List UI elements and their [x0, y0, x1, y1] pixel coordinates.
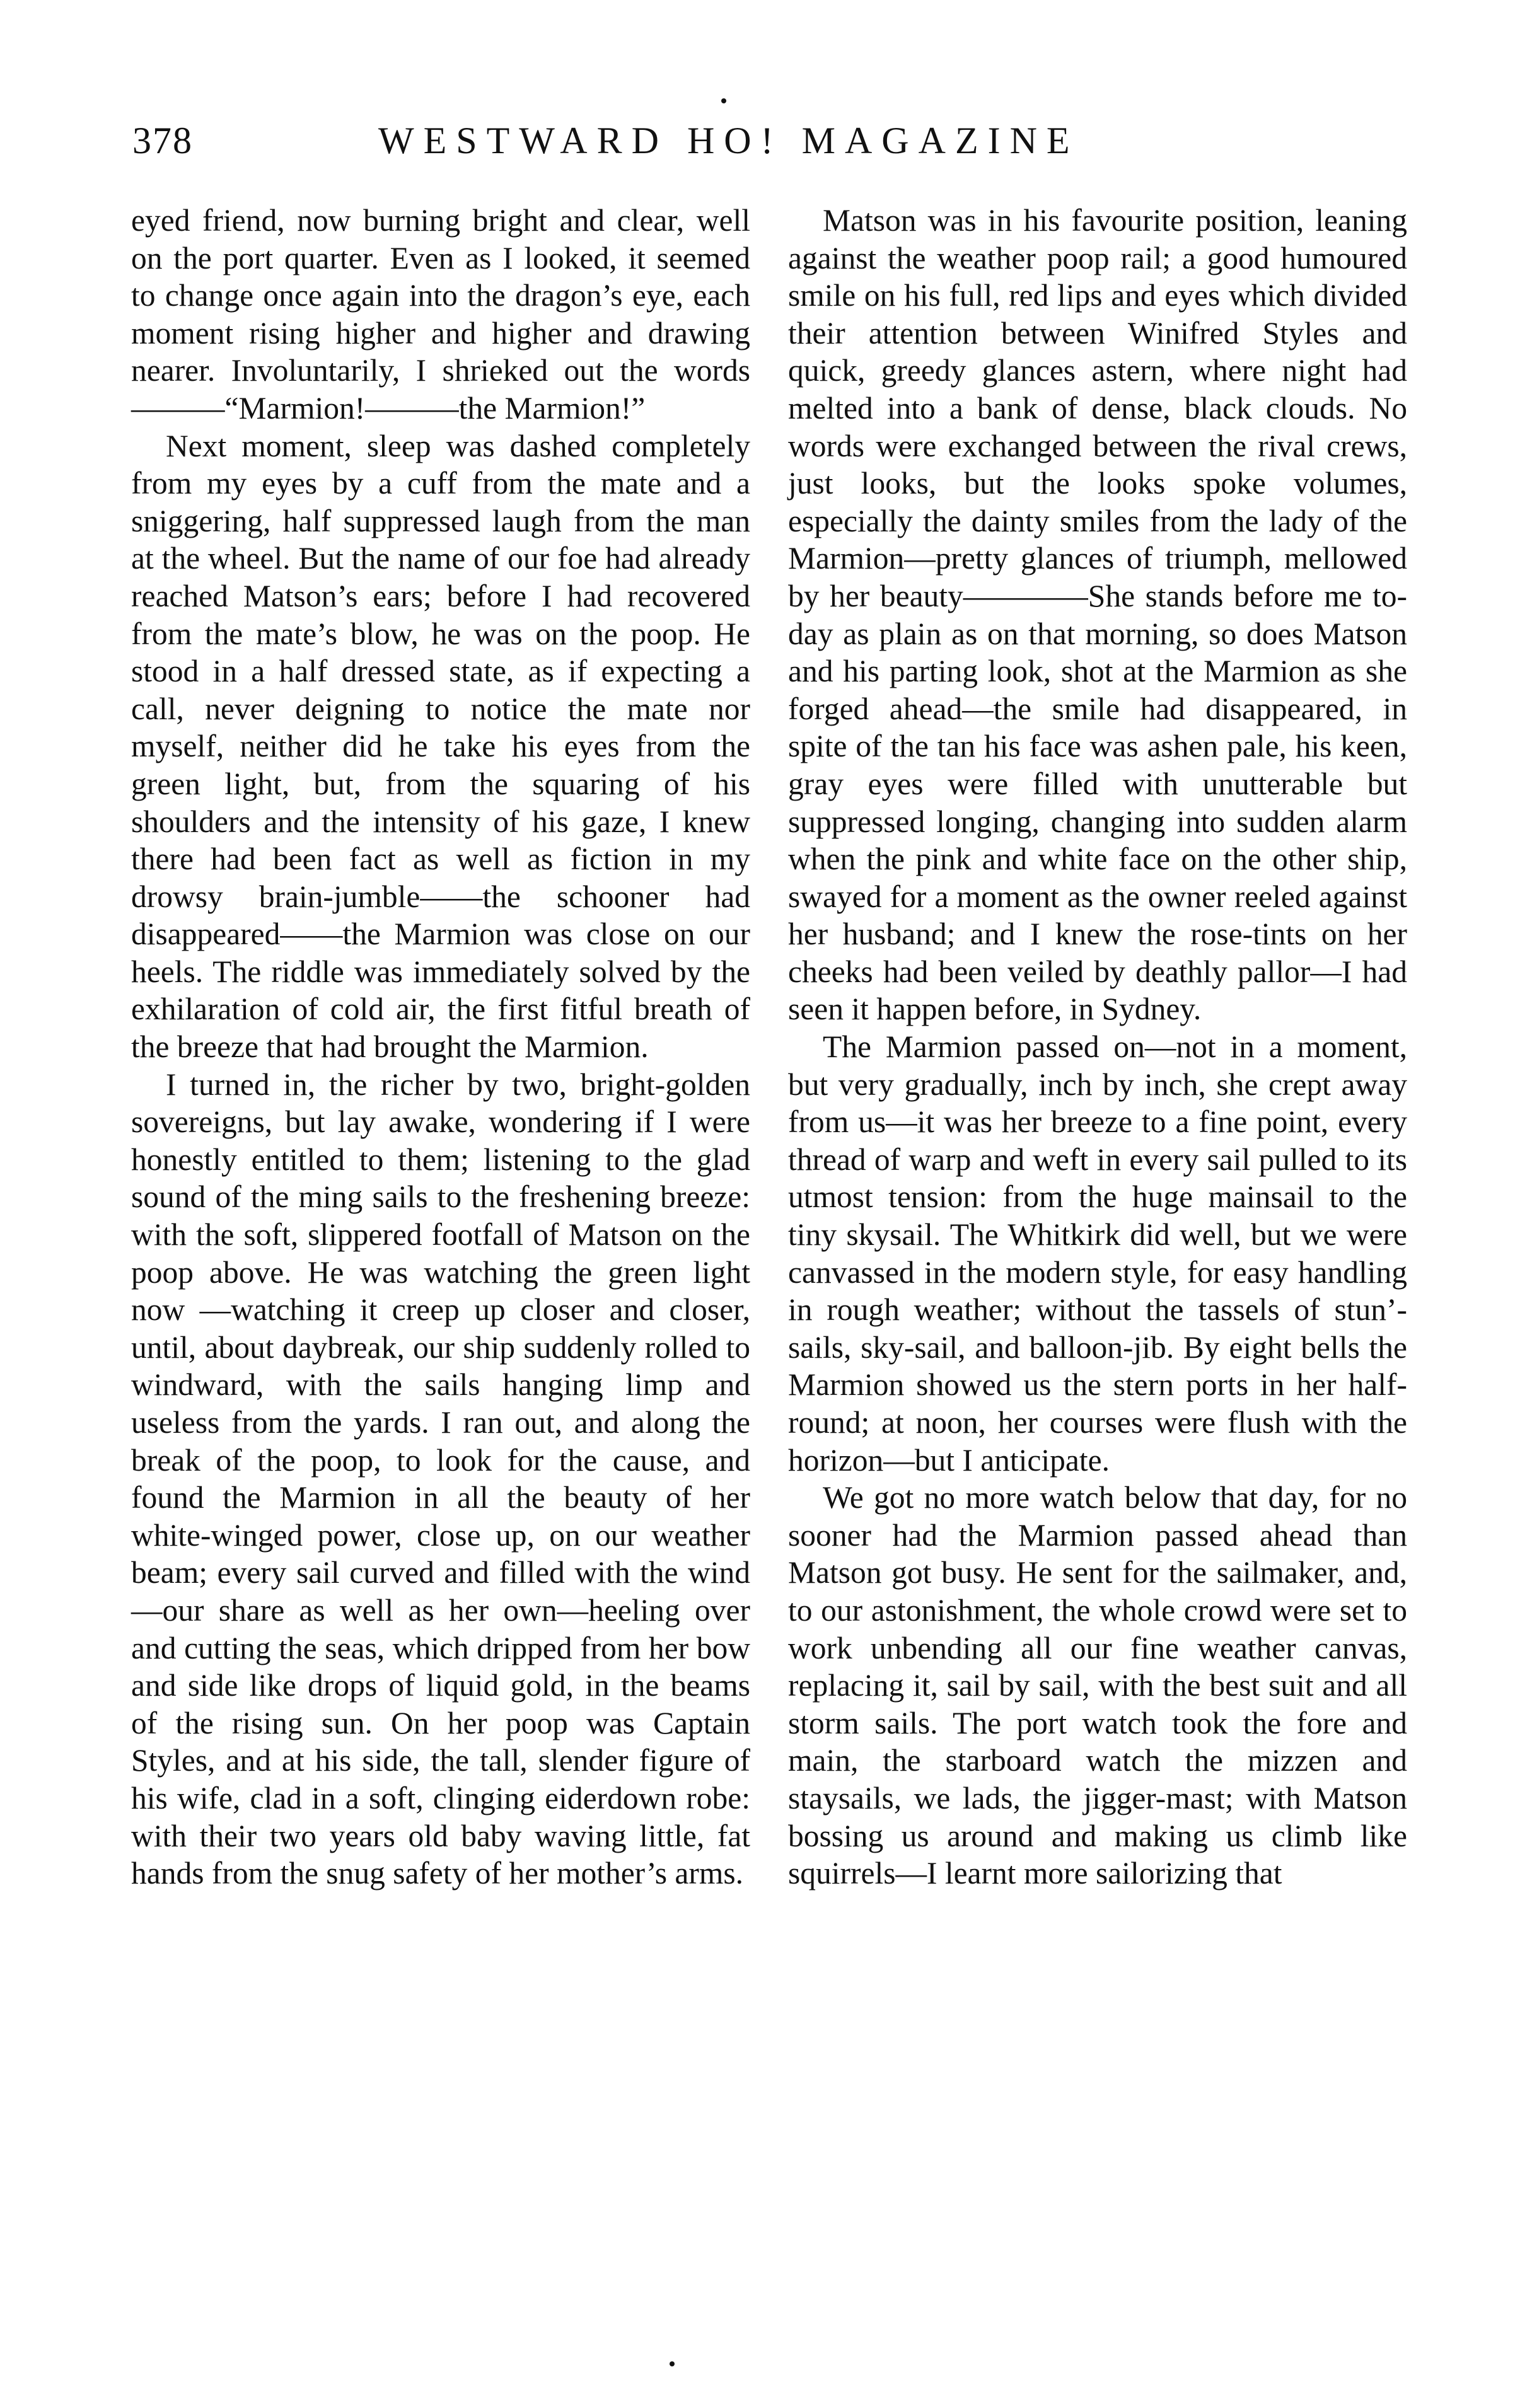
right-paragraph-2: The Marmion passed on—not in a moment, but very gradually, inch by inch, she crept away from us—it was her breeze to a fine point, every thread of warp and weft in every sail pulled to its utmost tension: from the huge mainsail to the tiny skysail. The Whitkirk did well, but we were canvassed in the modern style, for easy handling in rough weather; without the tassels of stun’-sails, sky-sail, and balloon-jib. By eight bells the Marmion showed us the stern ports in her half-round; at noon, her courses were flush with the horizon—but I anticipate. [788, 1029, 1407, 1478]
running-title: WESTWARD HO! MAGAZINE [378, 120, 1079, 161]
top-ornament-dot [721, 98, 726, 103]
left-paragraph-1: eyed friend, now burning bright and clear, well on the port quarter. Even as I looked, it seemed to change once again into the dragon’s eye, each moment rising higher and higher and drawing nearer. Involuntarily, I shrieked out the words———“Marmion!———the Marmion!” [131, 203, 750, 425]
left-column [131, 202, 750, 1892]
page-number: 378 [132, 120, 193, 161]
right-column [788, 202, 1407, 1892]
left-paragraph-3: I turned in, the richer by two, bright-golden sovereigns, but lay awake, wondering if I were honestly entitled to them; listening to the glad sound of the ming sails to the freshening breeze: with the soft, slippered footfall of Matson on the poop above. He was watching the green light now —watching it creep up closer and closer, until, about daybreak, our ship suddenly rolled to windward, with the sails hanging limp and useless from the yards. I ran out, and along the break of the poop, to look for the cause, and found the Marmion in all the beauty of her white-winged power, close up, on our weather beam; every sail curved and filled with the wind—our share as well as her own—heeling over and cutting the seas, which dripped from her bow and side like drops of liquid gold, in the beams of the rising sun. On her poop was Captain Styles, and at his side, the tall, slender figure of his wife, clad in a soft, clinging eiderdown robe: with their two years old baby waving little, fat hands from the snug safety of her mother’s arms. [131, 1067, 750, 1891]
left-paragraph-2: Next moment, sleep was dashed completely from my eyes by a cuff from the mate and a sniggering, half suppressed laugh from the man at the wheel. But the name of our foe had already reached Matson’s ears; before I had recovered from the mate’s blow, he was on the poop. He stood in a half dressed state, as if expecting a call, never deigning to notice the mate nor myself, neither did he take his eyes from the green light, but, from the squaring of his shoulders and the intensity of his gaze, I knew there had been fact as well as fiction in my drowsy brain-jumble——the schooner had disappeared——the Marmion was close on our heels. The riddle was immediately solved by the exhilaration of cold air, the first fitful breath of the breeze that had brought the Marmion. [131, 428, 750, 1065]
right-paragraph-1: Matson was in his favourite position, leaning against the weather poop rail; a good humoured smile on his full, red lips and eyes which divided their attention between Winifred Styles and quick, greedy glances astern, where night had melted into a bank of dense, black clouds. No words were exchanged between the rival crews, just looks, but the looks spoke volumes, especially the dainty smiles from the lady of the Marmion—pretty glances of triumph, mellowed by her beauty————She stands before me to-day as plain as on that morning, so does Matson and his parting look, shot at the Marmion as she forged ahead—the smile had disappeared, in spite of the tan his face was ashen pale, his keen, gray eyes were filled with unutterable but suppressed longing, changing into sudden alarm when the pink and white face on the other ship, swayed for a moment as the owner reeled against her husband; and I knew the rose-tints on her cheeks had been veiled by deathly pallor—I had seen it happen before, in Sydney. [788, 203, 1407, 1027]
page-header [132, 112, 1406, 169]
right-paragraph-3: We got no more watch below that day, for no sooner had the Marmion passed ahead than Matson got busy. He sent for the sailmaker, and, to our astonishment, the whole crowd were set to work unbending all our fine weather canvas, replacing it, sail by sail, with the best suit and all storm sails. The port watch took the fore and main, the starboard watch the mizzen and staysails, we lads, the jigger-mast; with Matson bossing us around and making us climb like squirrels—I learnt more sailorizing that [788, 1480, 1407, 1891]
bottom-ornament-dot [670, 2361, 675, 2366]
